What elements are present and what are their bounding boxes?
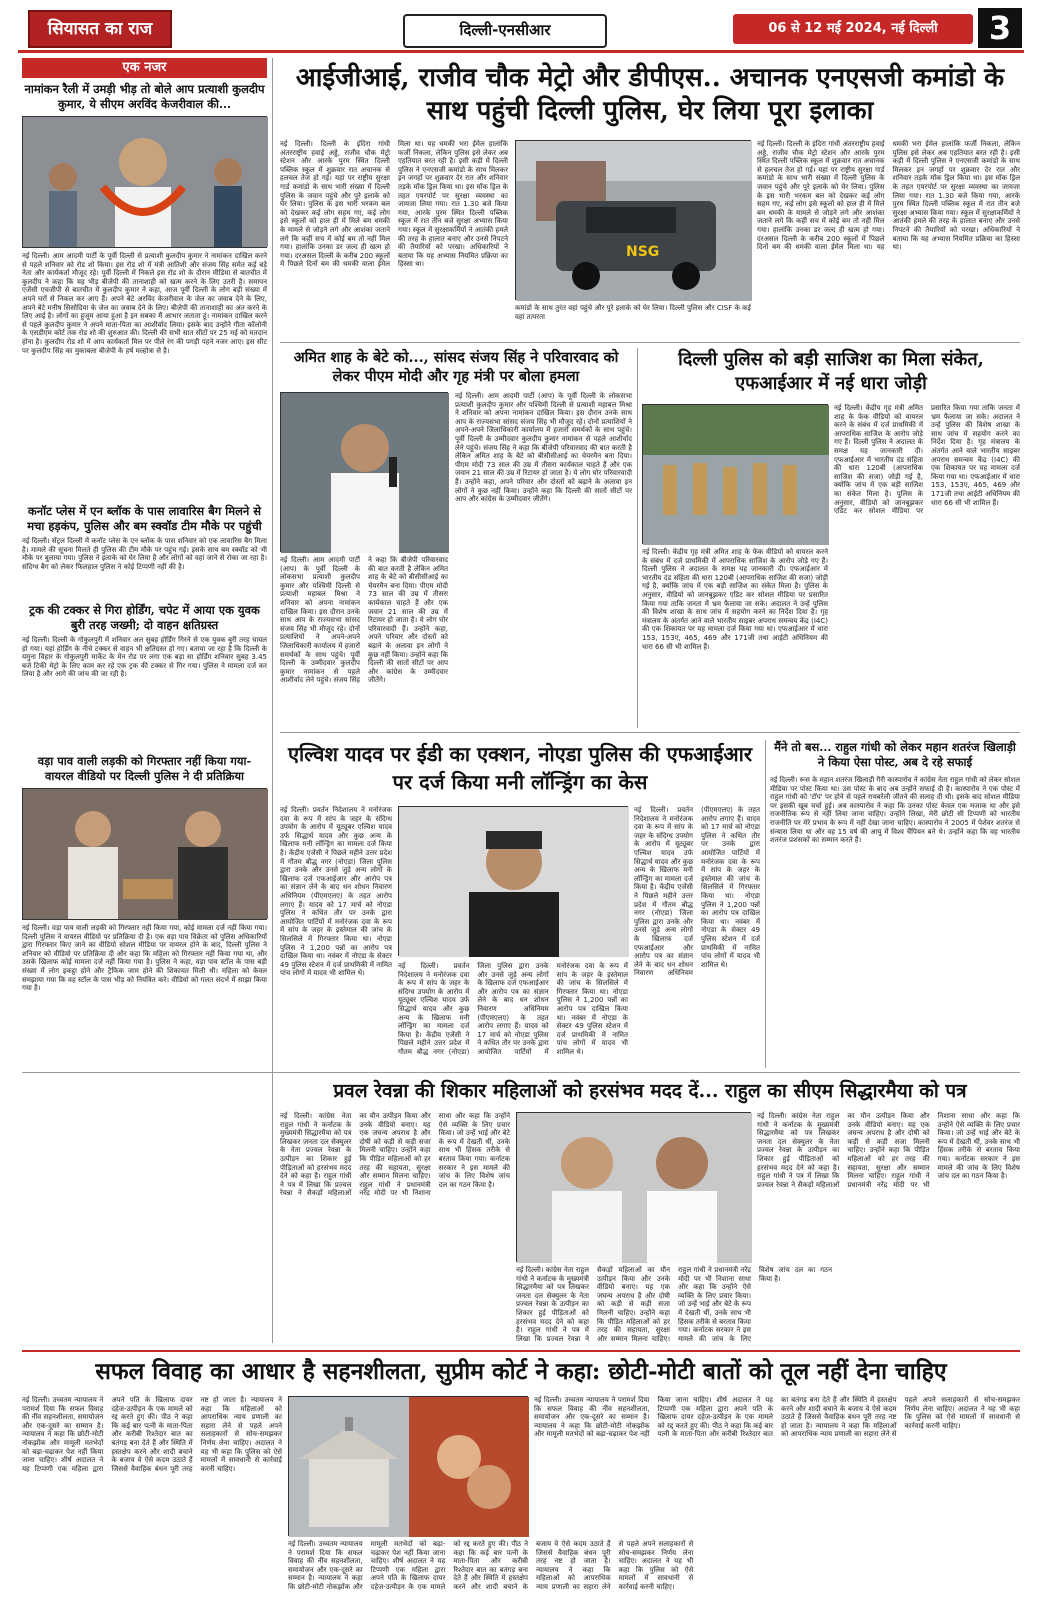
- story7-body-b: नई दिल्ली। उच्चतम न्यायालय ने परामर्श दिया कि सफल विवाह की नींव सहनशीलता, समायोजन और एक-दूसरे का सम्मान है। न्यायालय ने कहा कि छोटी-मोटी नोकझोंक और मामूली मतभेदों को बढ़ा-चढ़ाकर पेश नहीं किया जाना चाहिए। शीर्ष अदालत ने यह टिप्पणी एक महिला द्वारा अपने पति के खिलाफ दायर दहेज-उत्पीड़न के एक मामले को रद्द करते हुए की। पीठ ने कहा कि कई बार पत्नी के माता-पिता और करीबी रिश्तेदार बात का बतंगड़ बना देते हैं और स्थिति में हस्तक्षेप करने और शादी बचाने के बजाय वे ऐसे कदम उठाते हैं जिससे वैवाहिक बंधन पूरी तरह नष्ट हो जाता है। न्यायालय ने कहा कि महिलाओं को आपराधिक न्याय प्रणाली का सहारा लेने से पहले अपने सलाहकारों से सोच-समझकर निर्णय लेना चाहिए। अदालत ने यह भी कहा कि पुलिस को ऐसे मामलों में सावधानी से कार्रवाई करनी चाहिए।: [288, 1540, 694, 1591]
- sidebar-story1-photo: [22, 116, 267, 248]
- story2-body-a: नई दिल्ली। आम आदमी पार्टी (आप) के पूर्वी दिल्ली के लोकसभा प्रत्याशी कुलदीप कुमार और पश्चिमी दिल्ली से प्रत्याशी महाबल मिश्रा ने शनिवार को अपना नामांकन दाखिल किया। इस दौरान उनके साथ आप के राज्यसभा सांसद संजय सिंह भी मौजूद रहे। दोनों प्रत्याशियों ने अपने-अपने जिलाधिकारी कार्यालय में हजारों समर्थकों के साथ पहुंचे। पूर्वी दिल्ली के उम्मीदवार कुलदीप कुमार नामांकन से पहले आशीर्वाद लेने पहुंचे। संजय सिंह ने कहा कि बीजेपी परिवारवाद की बात करती है लेकिन अमित शाह के बेटे को बीसीसीआई का चेयरमैन बना दिया। पीएम मोदी 73 साल की उम्र में तीसरा कार्यकाल चाहते हैं और एक जवान 21 साल की उम्र में रिटायर हो जाता है। ये लोग घोर परिवारवादी हैं। उन्होंने कहा, अपने परिवार और दोस्तों को बढ़ाने के अलावा इन लोगों ने कुछ नहीं किया। उन्होंने कहा कि दिल्ली की सातों सीटों पर आप और कांग्रेस के उम्मीदवार जीतेंगे।: [280, 556, 448, 685]
- food-stall-photo-icon: [23, 789, 268, 919]
- sidebar-story1-body: नई दिल्ली। आम आदमी पार्टी के पूर्वी दिल्ली से प्रत्याशी कुलदीप कुमार ने नामांकन दाखिल करने से पहले शनिवार को रोड शो किया। इस रोड शो में मंत्री आतिशी और संजय सिंह समेत कई बड़े नेता और कार्यकर्ता मौजूद रहे। पूर्वी दिल्ली में निकले इस रोड शो के दौरान मीडिया से बातचीत में कुलदीप ने कहा कि यह भीड़ बीजेपी की तानाशाही को खत्म करने के लिए उतरी है। समापन एजेंसी एचजीपी से बातचीत में कुलदीप कुमार ने कहा, आज पूर्वी दिल्ली के लोग बड़ी संख्या में अपने घरों से निकल कर आए हैं। अपने बेटे अरविंद केजरीवाल के जेल का जवाब देने के लिए, अपने बेटे मनीष सिसोदिया के जेल का जवाब देने के लिए। बीजेपी की तानाशाही का अंत करने के लिए आई है। लोगों का हुजूम आया हुआ है इन सबका मैं आभार जताता हूं। नामांकन दाखिल करने से पहले कुलदीप कुमार ने अपने माता-पिता का आशीर्वाद लिया। इसके बाद उन्होंने गीता कॉलोनी के एसडीएम कोर्ट तक रोड शो की शुरुआत की। दिल्ली की सभी सात सीटों पर 25 मई को मतदान होना है। कुलदीप रोड शो में आप कार्यकर्ता मिल पर पीले रंग की पगड़ी पहने नजर आए। इस सीट पर कुलदीप सिंह का मुकाबला बीजेपी के हर्ष मल्होत्रा से है।: [22, 252, 267, 355]
- story2-photo: [280, 392, 448, 552]
- vehicle-label: NSG: [626, 244, 660, 260]
- masthead: [18, 8, 1024, 50]
- sidebar-story1-title: नामांकन रैली में उमड़ी भीड़ तो बोले आप प्रत्याशी कुलदीप कुमार, ये सीएम अरविंद केजरीवाल की...: [24, 82, 265, 111]
- story6-body-b: नई दिल्ली। कांग्रेस नेता राहुल गांधी ने कर्नाटक के मुख्यमंत्री सिद्धारमैया को पत्र लिखकर जनता दल सेक्युलर के नेता प्रज्वल रेवन्ना के उत्पीड़न का शिकार हुई पीड़िताओं को हरसंभव मदद देने को कहा है। राहुल गांधी ने पत्र में लिखा कि प्रज्वल रेवन्ना ने सैकड़ों महिलाओं का यौन उत्पीड़न किया और उनके वीडियो बनाए। यह एक जघन्य अपराध है और दोषी को कड़ी से कड़ी सजा मिलनी चाहिए। उन्होंने कहा कि पीड़ित महिलाओं को हर तरह की सहायता, सुरक्षा और सम्मान मिलना चाहिए। राहुल गांधी ने प्रधानमंत्री नरेंद्र मोदी पर भी निशाना साधा और कहा कि उन्होंने ऐसे व्यक्ति के लिए प्रचार किया। जो उन्हें भाई और बेटे के रूप में देखती थीं, उनके साथ भी हिंसक तरीके से बरताव किया गया। कर्नाटक सरकार ने इस मामले की जांच के लिए विशेष जांच दल का गठन किया है।: [516, 1266, 832, 1343]
- story6-photo: [516, 1112, 751, 1262]
- divider: [22, 1350, 1020, 1352]
- police-march-photo-icon: [643, 405, 829, 545]
- sidebar-story4-photo: [22, 788, 267, 920]
- sidebar-story4-body: नई दिल्ली। वड़ा पाव वाली लड़की को गिरफ्तार नहीं किया गया, कोई मामला दर्ज नहीं किया गया। दिल्ली पुलिस ने वायरल वीडियो पर प्रतिक्रिया दी है। एक वड़ा पाव विक्रेता को पुलिस अधिकारियों द्वारा गिरफ्तार किए जाने का वीडियो सोशल मीडिया पर वायरल होने के बाद, दिल्ली पुलिस ने शनिवार को वीडियो पर प्रतिक्रिया दी और कहा कि महिला को गिरफ्तार नहीं किया गया था, और उसके खिलाफ कोई मामला दर्ज नहीं किया गया है। पुलिस ने कहा, वड़ा पाव स्टॉल के पास बड़ी संख्या में लोग इकट्ठा होने और ट्रैफिक जाम होने की शिकायत मिली थी। महिला को केवल समझाया गया कि वह स्टॉल के पास भीड़ को नियंत्रित करे। वीडियो को गलत संदर्भ में साझा किया गया है।: [22, 924, 267, 993]
- story7-body-c: नई दिल्ली। उच्चतम न्यायालय ने परामर्श दिया कि सफल विवाह की नींव सहनशीलता, समायोजन और एक-दूसरे का सम्मान है। न्यायालय ने कहा कि छोटी-मोटी नोकझोंक और मामूली मतभेदों को बढ़ा-चढ़ाकर पेश नहीं किया जाना चाहिए। शीर्ष अदालत ने यह टिप्पणी एक महिला द्वारा अपने पति के खिलाफ दायर दहेज-उत्पीड़न के एक मामले को रद्द करते हुए की। पीठ ने कहा कि कई बार पत्नी के माता-पिता और करीबी रिश्तेदार बात का बतंगड़ बना देते हैं और स्थिति में हस्तक्षेप करने और शादी बचाने के बजाय वे ऐसे कदम उठाते हैं जिससे वैवाहिक बंधन पूरी तरह नष्ट हो जाता है। न्यायालय ने कहा कि महिलाओं को आपराधिक न्याय प्रणाली का सहारा लेने से पहले अपने सलाहकारों से सोच-समझकर निर्णय लेना चाहिए। अदालत ने यह भी कहा कि पुलिस को ऐसे मामलों में सावधानी से कार्रवाई करनी चाहिए।: [534, 1396, 1020, 1439]
- masthead-rule: [18, 50, 1024, 53]
- story6-body-a: नई दिल्ली। कांग्रेस नेता राहुल गांधी ने कर्नाटक के मुख्यमंत्री सिद्धारमैया को पत्र लिखकर जनता दल सेक्युलर के नेता प्रज्वल रेवन्ना के उत्पीड़न का शिकार हुई पीड़िताओं को हरसंभव मदद देने को कहा है। राहुल गांधी ने पत्र में लिखा कि प्रज्वल रेवन्ना ने सैकड़ों महिलाओं का यौन उत्पीड़न किया और उनके वीडियो बनाए। यह एक जघन्य अपराध है और दोषी को कड़ी से कड़ी सजा मिलनी चाहिए। उन्होंने कहा कि पीड़ित महिलाओं को हर तरह की सहायता, सुरक्षा और सम्मान मिलना चाहिए। राहुल गांधी ने प्रधानमंत्री नरेंद्र मोदी पर भी निशाना साधा और कहा कि उन्होंने ऐसे व्यक्ति के लिए प्रचार किया। जो उन्हें भाई और बेटे के रूप में देखती थीं, उनके साथ भी हिंसक तरीके से बरताव किया गया। कर्नाटक सरकार ने इस मामले की जांच के लिए विशेष जांच दल का गठन किया है।: [280, 1112, 510, 1198]
- story6-headline: प्रवल रेवन्ना की शिकार महिलाओं को हरसंभव मदद दें... राहुल का सीएम सिद्धारमैया को पत्र: [333, 1080, 967, 1102]
- lead-photo-caption: कमांडो के साथ तुरंत वहां पहुंचे और पूरे इलाके को घेर लिया। दिल्ली पुलिस और CISF के कई वहां तत्परता: [515, 304, 751, 321]
- youtuber-photo-icon: [399, 807, 629, 957]
- column-divider: [272, 58, 273, 1343]
- sidebar: [22, 58, 267, 1343]
- story7-body-a: नई दिल्ली। उच्चतम न्यायालय ने परामर्श दिया कि सफल विवाह की नींव सहनशीलता, समायोजन और एक-दूसरे का सम्मान है। न्यायालय ने कहा कि छोटी-मोटी नोकझोंक और मामूली मतभेदों को बढ़ा-चढ़ाकर पेश नहीं किया जाना चाहिए। शीर्ष अदालत ने यह टिप्पणी एक महिला द्वारा अपने पति के खिलाफ दायर दहेज-उत्पीड़न के एक मामले को रद्द करते हुए की। पीठ ने कहा कि कई बार पत्नी के माता-पिता और करीबी रिश्तेदार बात का बतंगड़ बना देते हैं और स्थिति में हस्तक्षेप करने और शादी बचाने के बजाय वे ऐसे कदम उठाते हैं जिससे वैवाहिक बंधन पूरी तरह नष्ट हो जाता है। न्यायालय ने कहा कि महिलाओं को आपराधिक न्याय प्रणाली का सहारा लेने से पहले अपने सलाहकारों से सोच-समझकर निर्णय लेना चाहिए। अदालत ने यह भी कहा कि पुलिस को ऐसे मामलों में सावधानी से कार्रवाई करनी चाहिए।: [22, 1396, 282, 1473]
- sidebar-story2-body: नई दिल्ली। सेंट्रल दिल्ली में कनॉट प्लेस के एन ब्लॉक के पास शनिवार को एक लावारिस बैग मिला है। मामले की सूचना मिलते ही पुलिस की टीम मौके पर पहुंच गई। इसके साथ बम स्क्वॉड को भी मौके पर बुलाया गया। पुलिस ने इलाके को घेर लिया है और लोगों को वहां जाने से रोका जा रहा है। संदिग्ध बैग को लेकर फिलहाल पुलिस ने कोई टिप्पणी नहीं की है।: [22, 537, 267, 571]
- sidebar-story3-body: नई दिल्ली। दिल्ली के गोकुलपुरी में शनिवार अल सुबह होर्डिंग गिरने से एक युवक बुरी तरह घायल हो गया। यहां होर्डिंग के नीचे टक्कर से वाहन भी क्षतिग्रस्त हो गए। बताया जा रहा है कि दिल्ली के यमुना विहार के गोकुलपुरी मार्केट के मेन रोड पर लगा एक बड़ा सा होर्डिंग शनिवार सुबह 3.45 बजे टिकी मेट्रो के लिए काम कर रहे एक ट्रक की टक्कर से गिर गया। पुलिस ने मामला दर्ज कर लिया है और आगे की जांच की जा रही है।: [22, 636, 267, 679]
- lead-body-right: नई दिल्ली। दिल्ली के इंदिरा गांधी अंतरराष्ट्रीय हवाई अड्डे, राजीव चौक मेट्रो स्टेशन और आरके पुरम स्थित दिल्ली पब्लिक स्कूल में शुक्रवार रात अचानक से हलचल तेज हो गई। यहां पर राष्ट्रीय सुरक्षा गार्ड कमांडो के साथ भारी संख्या में दिल्ली पुलिस के जवान पहुंचे और पूरे इलाके को घेर लिया। पुलिस के इस भारी भरकम बल को देखकर कई लोग सहम गए, कई लोग इसे स्कूलों को हाल ही में मिले बम धमकी के मामले से जोड़ने लगे और आशंका जताने लगे कि कहीं सच में कोई बम तो नहीं मिल गया। हालांकि उनका डर जल्द ही खत्म हो गया। दरअसल दिल्ली के करीब 200 स्कूलों में पिछले दिनों बम की धमकी वाला ईमेल मिला था। यह धमकी भरा ईमेल हालांकि फर्जी निकला, लेकिन पुलिस इसे लेकर अब एहतियात बरत रही है। इसी कड़ी में दिल्ली पुलिस ने एनएसजी कमांडो के साथ मिलकर इन जगहों पर शुक्रवार देर रात और शनिवार तड़के मॉक ड्रिल किया था। इस मॉक ड्रिल के तहत एयरपोर्ट पर सुरक्षा व्यवस्था का जायजा लिया गया। रात 1.30 बजे किया गया, आरके पुरम स्थित दिल्ली पब्लिक स्कूल में रात तीन बजे सुरक्षा अभ्यास किया गया। स्कूल में सुरक्षाकर्मियों ने आतंकी हमले की तरह के हालात बनाए और उनसे निपटने की तैयारियों को परखा। अधिकारियों ने बताया कि यह अभ्यास नियमित प्रक्रिया का हिस्सा था।: [757, 140, 1020, 252]
- page-number: 3: [978, 8, 1022, 48]
- lead-body-left: नई दिल्ली। दिल्ली के इंदिरा गांधी अंतरराष्ट्रीय हवाई अड्डे, राजीव चौक मेट्रो स्टेशन और आरके पुरम स्थित दिल्ली पब्लिक स्कूल में शुक्रवार रात अचानक से हलचल तेज हो गई। यहां पर राष्ट्रीय सुरक्षा गार्ड कमांडो के साथ भारी संख्या में दिल्ली पुलिस के जवान पहुंचे और पूरे इलाके को घेर लिया। पुलिस के इस भारी भरकम बल को देखकर कई लोग सहम गए, कई लोग इसे स्कूलों को हाल ही में मिले बम धमकी के मामले से जोड़ने लगे और आशंका जताने लगे कि कहीं सच में कोई बम तो नहीं मिल गया। हालांकि उनका डर जल्द ही खत्म हो गया। दरअसल दिल्ली के करीब 200 स्कूलों में पिछले दिनों बम की धमकी वाला ईमेल मिला था। यह धमकी भरा ईमेल हालांकि फर्जी निकला, लेकिन पुलिस इसे लेकर अब एहतियात बरत रही है। इसी कड़ी में दिल्ली पुलिस ने एनएसजी कमांडो के साथ मिलकर इन जगहों पर शुक्रवार देर रात और शनिवार तड़के मॉक ड्रिल किया था। इस मॉक ड्रिल के तहत एयरपोर्ट पर सुरक्षा व्यवस्था का जायजा लिया गया। रात 1.30 बजे किया गया, आरके पुरम स्थित दिल्ली पब्लिक स्कूल में रात तीन बजे सुरक्षा अभ्यास किया गया। स्कूल में सुरक्षाकर्मियों ने आतंकी हमले की तरह के हालात बनाए और उनसे निपटने की तैयारियों को परखा। अधिकारियों ने बताया कि यह अभ्यास नियमित प्रक्रिया का हिस्सा था।: [280, 140, 508, 269]
- sidebar-tag: एक नजर: [22, 58, 267, 78]
- lead-headline: आईजीआई, राजीव चौक मेट्रो और डीपीएस.. अचानक एनएसजी कमांडो के साथ पहुंची दिल्ली पुलिस, घेर लिया पूरा इलाका: [295, 63, 1005, 126]
- story7-headline: सफल विवाह का आधार है सहनशीलता, सुप्रीम कोर्ट ने कहा: छोटी-मोटी बातों को तूल नहीं देना चाहिए: [95, 1358, 947, 1385]
- story5-body: नई दिल्ली। रूस के महान शतरंज खिलाड़ी गैरी कास्पारोव ने कांग्रेस नेता राहुल गांधी को लेकर सोशल मीडिया पर पोस्ट किया था। उस पोस्ट के बाद अब उन्होंने सफाई दी है। कास्पारोव ने एक पोस्ट में राहुल गांधी को 'टॉप' पर होने से पहले रायबरेली जीतने की सलाह दी थी। इसके बाद सोशल मीडिया पर इसकी खूब चर्चा हुई। अब कास्पारोव ने कहा कि उनका पोस्ट केवल एक मजाक था और इसे राजनीतिक रूप से नहीं लिया जाना चाहिए। उन्होंने लिखा, मेरी छोटी सी टिप्पणी को भारतीय राजनीति पर मेरे प्रभाव के रूप में नहीं देखा जाना चाहिए। कास्पारोव ने 2005 में पेशेवर शतरंज से संन्यास लिया था और वह 15 वर्ष की आयु में विश्व चैंपियन बने थे। उन्होंने कहा कि वह भारतीय शतरंज प्रशंसकों का सम्मान करते हैं।: [770, 776, 1020, 845]
- lead-photo: [515, 140, 751, 300]
- nsg-vehicle-photo-icon: [516, 141, 752, 301]
- brand-logo: सियासत का राज: [28, 10, 172, 48]
- story3-photo: [642, 404, 828, 544]
- leaders-photo-icon: [517, 1113, 752, 1263]
- story7-photo: [288, 1396, 528, 1536]
- story2-body-b: नई दिल्ली। आम आदमी पार्टी (आप) के पूर्वी दिल्ली के लोकसभा प्रत्याशी कुलदीप कुमार और पश्चिमी दिल्ली से प्रत्याशी महाबल मिश्रा ने शनिवार को अपना नामांकन दाखिल किया। इस दौरान उनके साथ आप के राज्यसभा सांसद संजय सिंह भी मौजूद रहे। दोनों प्रत्याशियों ने अपने-अपने जिलाधिकारी कार्यालय में हजारों समर्थकों के साथ पहुंचे। पूर्वी दिल्ली के उम्मीदवार कुलदीप कुमार नामांकन से पहले आशीर्वाद लेने पहुंचे। संजय सिंह ने कहा कि बीजेपी परिवारवाद की बात करती है लेकिन अमित शाह के बेटे को बीसीसीआई का चेयरमैन बना दिया। पीएम मोदी 73 साल की उम्र में तीसरा कार्यकाल चाहते हैं और एक जवान 21 साल की उम्र में रिटायर हो जाता है। ये लोग घोर परिवारवादी हैं। उन्होंने कहा, अपने परिवार और दोस्तों को बढ़ाने के अलावा इन लोगों ने कुछ नहीं किया। उन्होंने कहा कि दिल्ली की सातों सीटों पर आप और कांग्रेस के उम्मीदवार जीतेंगे।: [455, 392, 632, 504]
- column-divider: [765, 740, 766, 1068]
- story5-headline: मैंने तो बस... राहुल गांधी को लेकर महान शतरंज खिलाड़ी ने किया ऐसा पोस्ट, अब दे रहे सफाई: [774, 740, 1016, 769]
- story4-photo: [398, 806, 628, 956]
- story3-body-b: नई दिल्ली। केंद्रीय गृह मंत्री अमित शाह के फेक वीडियो को वायरल करने के संबंध में दर्ज प्राथमिकी में आपराधिक साजिश के आरोप जोड़े गए हैं। दिल्ली पुलिस ने अदालत के समक्ष यह जानकारी दी। एफआईआर में भारतीय दंड संहिता की धारा 120बी (आपराधिक साजिश की सजा) जोड़ी गई है, क्योंकि जांच में एक बड़ी साजिश का संकेत मिला है। पुलिस के अनुसार, वीडियो को जानबूझकर एडिट कर सोशल मीडिया पर प्रसारित किया गया ताकि जनता में भ्रम फैलाया जा सके। अदालत ने उन्हें पुलिस की विशेष शाखा के साथ जांच में सहयोग करने का निर्देश दिया है। गृह मंत्रालय के अंतर्गत आने वाले भारतीय साइबर अपराध समन्वय केंद्र (I4C) की एक शिकायत पर यह मामला दर्ज किया गया था। एफआईआर में धारा 153, 153ए, 465, 469 और 171जी तथा आईटी अधिनियम की धारा 66 सी भी शामिल हैं।: [834, 404, 1020, 516]
- divider: [280, 732, 1020, 733]
- section-label: दिल्ली-एनसीआर: [403, 14, 607, 48]
- rally-photo-icon: [23, 117, 268, 247]
- story4-body-a: नई दिल्ली। प्रवर्तन निदेशालय ने मनोरंजक दवा के रूप में सांप के जहर के संदिग्ध उपयोग के आरोप में यूट्यूबर एल्विश यादव उर्फ सिद्धार्थ यादव और कुछ अन्य के खिलाफ मनी लॉन्ड्रिंग का मामला दर्ज किया है। केंद्रीय एजेंसी ने पिछले महीने उत्तर प्रदेश में गौतम बौद्ध नगर (नोएडा) जिला पुलिस द्वारा उनके और उनसे जुड़े अन्य लोगों के खिलाफ दर्ज एफआईआर और आरोप पत्र का संज्ञान लेने के बाद धन शोधन निवारण अधिनियम (पीएमएलए) के तहत आरोप लगाए हैं। यादव को 17 मार्च को नोएडा पुलिस ने कथित तौर पर उनके द्वारा आयोजित पार्टियों में मनोरंजक दवा के रूप में सांप के जहर के इस्तेमाल की जांच के सिलसिले में गिरफ्तार किया था। नोएडा पुलिस ने 1,200 पन्नों का आरोप पत्र दाखिल किया था। नवंबर में नोएडा के सेक्टर 49 पुलिस स्टेशन में दर्ज प्राथमिकी में नामित पांच लोगों में यादव भी शामिल थे।: [280, 806, 392, 978]
- supreme-court-photo-icon: [289, 1397, 529, 1537]
- speaker-photo-icon: [281, 393, 449, 553]
- column-divider: [637, 348, 638, 728]
- story3-headline: दिल्ली पुलिस को बड़ी साजिश का मिला संकेत, एफआईआर में नई धारा जोड़ी: [678, 349, 984, 394]
- sidebar-story4-title: वड़ा पाव वाली लड़की को गिरफ्तार नहीं किया गया- वायरल वीडियो पर दिल्ली पुलिस ने दी प्रतिक्रिया: [37, 754, 252, 783]
- story4-headline: एल्विश यादव पर ईडी का एक्शन, नोएडा पुलिस की एफआईआर पर दर्ज किया मनी लॉन्ड्रिंग का केस: [287, 742, 753, 794]
- story6-body-c: नई दिल्ली। कांग्रेस नेता राहुल गांधी ने कर्नाटक के मुख्यमंत्री सिद्धारमैया को पत्र लिखकर जनता दल सेक्युलर के नेता प्रज्वल रेवन्ना के उत्पीड़न का शिकार हुई पीड़िताओं को हरसंभव मदद देने को कहा है। राहुल गांधी ने पत्र में लिखा कि प्रज्वल रेवन्ना ने सैकड़ों महिलाओं का यौन उत्पीड़न किया और उनके वीडियो बनाए। यह एक जघन्य अपराध है और दोषी को कड़ी से कड़ी सजा मिलनी चाहिए। उन्होंने कहा कि पीड़ित महिलाओं को हर तरह की सहायता, सुरक्षा और सम्मान मिलना चाहिए। राहुल गांधी ने प्रधानमंत्री नरेंद्र मोदी पर भी निशाना साधा और कहा कि उन्होंने ऐसे व्यक्ति के लिए प्रचार किया। जो उन्हें भाई और बेटे के रूप में देखती थीं, उनके साथ भी हिंसक तरीके से बरताव किया गया। कर्नाटक सरकार ने इस मामले की जांच के लिए विशेष जांच दल का गठन किया है।: [757, 1112, 1020, 1189]
- dateline: 06 से 12 मई 2024, नई दिल्ली: [733, 14, 973, 44]
- story2-headline: अमित शाह के बेटे को..., सांसद संजय सिंह ने परिवारवाद को लेकर पीएम मोदी और गृह मंत्री पर बोला हमला: [293, 349, 619, 385]
- sidebar-story2-title: कनॉट प्लेस में एन ब्लॉक के पास लावारिस बैग मिलने से मचा हड़कंप, पुलिस और बम स्क्वॉड टीम मौके पर पहुंची: [27, 504, 262, 533]
- divider: [22, 1072, 1020, 1073]
- divider: [280, 342, 1020, 343]
- story3-body-a: नई दिल्ली। केंद्रीय गृह मंत्री अमित शाह के फेक वीडियो को वायरल करने के संबंध में दर्ज प्राथमिकी में आपराधिक साजिश के आरोप जोड़े गए हैं। दिल्ली पुलिस ने अदालत के समक्ष यह जानकारी दी। एफआईआर में भारतीय दंड संहिता की धारा 120बी (आपराधिक साजिश की सजा) जोड़ी गई है, क्योंकि जांच में एक बड़ी साजिश का संकेत मिला है। पुलिस के अनुसार, वीडियो को जानबूझकर एडिट कर सोशल मीडिया पर प्रसारित किया गया ताकि जनता में भ्रम फैलाया जा सके। अदालत ने उन्हें पुलिस की विशेष शाखा के साथ जांच में सहयोग करने का निर्देश दिया है। गृह मंत्रालय के अंतर्गत आने वाले भारतीय साइबर अपराध समन्वय केंद्र (I4C) की एक शिकायत पर यह मामला दर्ज किया गया था। एफआईआर में धारा 153, 153ए, 465, 469 और 171जी तथा आईटी अधिनियम की धारा 66 सी भी शामिल हैं।: [642, 548, 828, 651]
- story4-body-b: नई दिल्ली। प्रवर्तन निदेशालय ने मनोरंजक दवा के रूप में सांप के जहर के संदिग्ध उपयोग के आरोप में यूट्यूबर एल्विश यादव उर्फ सिद्धार्थ यादव और कुछ अन्य के खिलाफ मनी लॉन्ड्रिंग का मामला दर्ज किया है। केंद्रीय एजेंसी ने पिछले महीने उत्तर प्रदेश में गौतम बौद्ध नगर (नोएडा) जिला पुलिस द्वारा उनके और उनसे जुड़े अन्य लोगों के खिलाफ दर्ज एफआईआर और आरोप पत्र का संज्ञान लेने के बाद धन शोधन निवारण अधिनियम (पीएमएलए) के तहत आरोप लगाए हैं। यादव को 17 मार्च को नोएडा पुलिस ने कथित तौर पर उनके द्वारा आयोजित पार्टियों में मनोरंजक दवा के रूप में सांप के जहर के इस्तेमाल की जांच के सिलसिले में गिरफ्तार किया था। नोएडा पुलिस ने 1,200 पन्नों का आरोप पत्र दाखिल किया था। नवंबर में नोएडा के सेक्टर 49 पुलिस स्टेशन में दर्ज प्राथमिकी में नामित पांच लोगों में यादव भी शामिल थे।: [398, 962, 628, 1056]
- story4-body-c: नई दिल्ली। प्रवर्तन निदेशालय ने मनोरंजक दवा के रूप में सांप के जहर के संदिग्ध उपयोग के आरोप में यूट्यूबर एल्विश यादव उर्फ सिद्धार्थ यादव और कुछ अन्य के खिलाफ मनी लॉन्ड्रिंग का मामला दर्ज किया है। केंद्रीय एजेंसी ने पिछले महीने उत्तर प्रदेश में गौतम बौद्ध नगर (नोएडा) जिला पुलिस द्वारा उनके और उनसे जुड़े अन्य लोगों के खिलाफ दर्ज एफआईआर और आरोप पत्र का संज्ञान लेने के बाद धन शोधन निवारण अधिनियम (पीएमएलए) के तहत आरोप लगाए हैं। यादव को 17 मार्च को नोएडा पुलिस ने कथित तौर पर उनके द्वारा आयोजित पार्टियों में मनोरंजक दवा के रूप में सांप के जहर के इस्तेमाल की जांच के सिलसिले में गिरफ्तार किया था। नोएडा पुलिस ने 1,200 पन्नों का आरोप पत्र दाखिल किया था। नवंबर में नोएडा के सेक्टर 49 पुलिस स्टेशन में दर्ज प्राथमिकी में नामित पांच लोगों में यादव भी शामिल थे।: [634, 806, 760, 978]
- sidebar-story3-title: ट्रक की टक्कर से गिरा होर्डिंग, चपेट में आया एक युवक बुरी तरह जख्मी; दो वाहन क्षतिग्रस्त: [29, 603, 260, 632]
